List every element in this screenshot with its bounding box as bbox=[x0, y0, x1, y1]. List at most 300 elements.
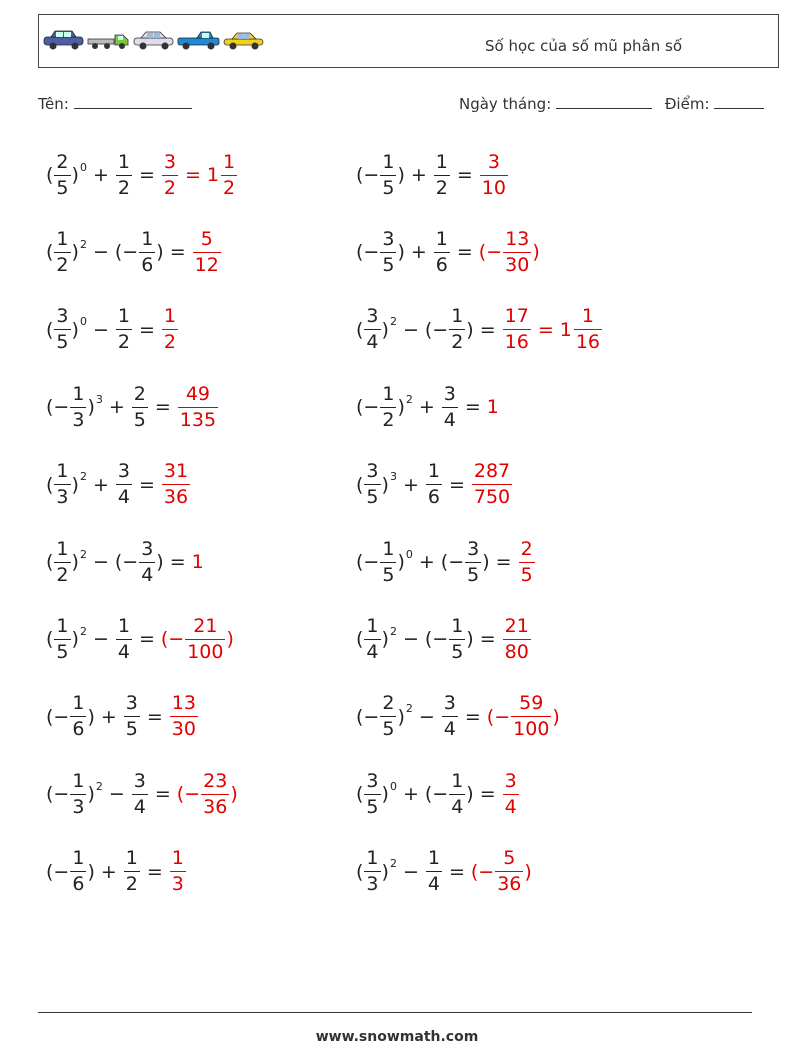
term bbox=[46, 227, 87, 276]
term bbox=[114, 227, 164, 276]
operator: − bbox=[92, 241, 109, 264]
term bbox=[424, 614, 474, 663]
car-icon bbox=[132, 29, 175, 51]
fraction bbox=[465, 537, 481, 586]
numerator: 1 bbox=[581, 305, 594, 328]
operator: − bbox=[402, 318, 419, 341]
open-paren: ( bbox=[46, 860, 54, 883]
denominator: 2 bbox=[56, 253, 69, 276]
problem-left-6 bbox=[46, 532, 204, 592]
mixed-fraction bbox=[574, 307, 602, 352]
numerator: 59 bbox=[519, 692, 544, 715]
numerator: 1 bbox=[427, 847, 440, 870]
close-paren: ) bbox=[71, 318, 79, 341]
term bbox=[123, 849, 141, 894]
denominator: 6 bbox=[141, 253, 154, 276]
numerator: 3 bbox=[366, 769, 379, 792]
fraction bbox=[380, 227, 396, 276]
fraction bbox=[132, 382, 148, 431]
open-paren: ( bbox=[46, 164, 54, 186]
minus-sign: − bbox=[448, 551, 465, 573]
term bbox=[46, 614, 87, 663]
equals-sign: = bbox=[154, 396, 171, 419]
close-paren: ) bbox=[482, 551, 490, 573]
denominator: 2 bbox=[435, 176, 448, 199]
answer-fraction bbox=[170, 694, 198, 739]
open-paren: ( bbox=[356, 396, 364, 419]
exponent: 2 bbox=[389, 857, 397, 871]
answer bbox=[161, 462, 191, 507]
term bbox=[441, 382, 459, 431]
answer bbox=[487, 694, 560, 739]
fraction bbox=[54, 150, 70, 199]
problem-left-2 bbox=[46, 222, 222, 282]
term bbox=[46, 307, 87, 352]
term bbox=[46, 462, 87, 507]
denominator: 750 bbox=[473, 486, 511, 509]
name-field bbox=[38, 94, 192, 113]
close-paren: ) bbox=[466, 783, 474, 806]
operator: + bbox=[418, 396, 435, 419]
numerator: 2 bbox=[133, 382, 146, 405]
answer bbox=[471, 462, 513, 507]
numerator: 3 bbox=[487, 150, 500, 173]
denominator: 16 bbox=[504, 331, 529, 354]
problem-left-10 bbox=[46, 842, 187, 902]
equals-sign: = bbox=[146, 705, 163, 728]
problem-left-8 bbox=[46, 687, 199, 747]
numerator: 49 bbox=[185, 382, 211, 405]
answer-fraction bbox=[503, 307, 531, 352]
problem-right-4 bbox=[356, 377, 499, 437]
denominator: 2 bbox=[222, 176, 236, 199]
minus-sign: − bbox=[478, 860, 495, 883]
numerator: 3 bbox=[382, 227, 395, 250]
fraction bbox=[449, 614, 465, 663]
exponent: 0 bbox=[79, 315, 87, 329]
denominator: 5 bbox=[133, 408, 146, 431]
numerator: 3 bbox=[141, 537, 154, 560]
fraction bbox=[380, 150, 396, 199]
operator: − bbox=[92, 628, 109, 651]
open-paren: ( bbox=[46, 628, 54, 651]
car-icon bbox=[42, 29, 85, 51]
answer-fraction bbox=[178, 382, 218, 431]
open-paren: ( bbox=[46, 318, 54, 341]
problem-left-7 bbox=[46, 609, 234, 669]
answer bbox=[502, 614, 532, 663]
operator: + bbox=[402, 783, 419, 806]
problem-left-1 bbox=[46, 145, 238, 205]
minus-sign: − bbox=[122, 551, 139, 573]
problem-right-10 bbox=[356, 842, 532, 902]
denominator: 4 bbox=[141, 563, 154, 586]
open-paren: ( bbox=[356, 318, 364, 341]
answer-fraction bbox=[193, 227, 221, 276]
operator: − bbox=[92, 551, 109, 573]
term bbox=[46, 537, 87, 586]
numerator: 21 bbox=[193, 614, 218, 637]
answer bbox=[502, 769, 520, 818]
numerator: 3 bbox=[443, 382, 456, 405]
denominator: 5 bbox=[382, 176, 395, 199]
open-paren: ( bbox=[176, 783, 185, 806]
equals-sign: = bbox=[464, 396, 481, 419]
denominator: 2 bbox=[163, 331, 176, 354]
open-paren: ( bbox=[424, 783, 433, 806]
term bbox=[46, 694, 95, 739]
numerator: 23 bbox=[203, 769, 228, 792]
problem-right-8 bbox=[356, 687, 560, 747]
denominator: 2 bbox=[56, 563, 69, 586]
term bbox=[131, 382, 149, 431]
open-paren: ( bbox=[114, 241, 123, 264]
fraction bbox=[116, 462, 132, 507]
numerator: 1 bbox=[125, 847, 138, 870]
denominator: 5 bbox=[382, 718, 395, 741]
answer bbox=[478, 227, 540, 276]
exponent: 2 bbox=[389, 624, 397, 638]
answer-fraction bbox=[472, 462, 512, 507]
open-paren: ( bbox=[356, 860, 364, 883]
minus-sign: − bbox=[363, 396, 380, 419]
fraction bbox=[70, 849, 86, 894]
truck-icon bbox=[87, 29, 130, 51]
numerator: 1 bbox=[435, 150, 448, 173]
numerator: 1 bbox=[451, 769, 464, 792]
denominator: 100 bbox=[187, 640, 224, 663]
fraction bbox=[380, 694, 396, 739]
answer-fraction bbox=[519, 537, 535, 586]
answer bbox=[192, 551, 204, 573]
open-paren: ( bbox=[356, 473, 364, 496]
equals-sign: = bbox=[169, 241, 186, 264]
numerator: 13 bbox=[505, 227, 530, 250]
fraction bbox=[426, 849, 442, 894]
term bbox=[356, 537, 413, 586]
denominator: 4 bbox=[366, 640, 379, 663]
numerator: 1 bbox=[366, 614, 379, 637]
denominator: 6 bbox=[435, 253, 448, 276]
open-paren: ( bbox=[46, 783, 54, 806]
equals-sign: = bbox=[448, 473, 465, 496]
numerator: 13 bbox=[171, 692, 196, 715]
denominator: 5 bbox=[467, 563, 480, 586]
fraction bbox=[442, 382, 458, 431]
equals-sign: = bbox=[184, 164, 201, 186]
term bbox=[356, 769, 397, 818]
term bbox=[356, 307, 397, 352]
denominator: 4 bbox=[451, 795, 464, 818]
open-paren: ( bbox=[114, 551, 123, 573]
term bbox=[440, 537, 490, 586]
numerator: 3 bbox=[56, 305, 69, 328]
equals-sign: = bbox=[479, 628, 496, 651]
denominator: 2 bbox=[163, 176, 176, 199]
numerator: 1 bbox=[451, 614, 464, 637]
open-paren: ( bbox=[424, 628, 433, 651]
close-paren: ) bbox=[71, 164, 79, 186]
denominator: 30 bbox=[505, 253, 530, 276]
exponent: 2 bbox=[79, 237, 87, 251]
date-blank[interactable] bbox=[556, 94, 652, 109]
numerator: 1 bbox=[163, 305, 176, 328]
term bbox=[425, 307, 474, 352]
numerator: 1 bbox=[72, 692, 85, 715]
denominator: 3 bbox=[366, 873, 379, 896]
equals-sign: = bbox=[138, 318, 155, 341]
equals-sign: = bbox=[479, 783, 496, 806]
problem-left-9 bbox=[46, 764, 238, 824]
denominator: 12 bbox=[194, 253, 219, 276]
term bbox=[441, 694, 459, 739]
problem-right-9 bbox=[356, 764, 520, 824]
date-label: Ngày tháng: bbox=[459, 95, 552, 113]
denominator: 5 bbox=[56, 640, 69, 663]
fraction bbox=[449, 307, 465, 352]
denominator: 4 bbox=[443, 718, 456, 741]
denominator: 2 bbox=[117, 176, 130, 199]
numerator: 1 bbox=[171, 847, 184, 870]
fraction bbox=[70, 694, 86, 739]
answer-fraction bbox=[201, 769, 229, 818]
worksheet-title: Số học của số mũ phân số bbox=[485, 37, 683, 55]
numerator: 1 bbox=[382, 537, 395, 560]
numerator: 1 bbox=[117, 614, 130, 637]
denominator: 16 bbox=[575, 331, 601, 354]
date-score-field bbox=[459, 94, 764, 113]
answer-fraction bbox=[511, 694, 551, 739]
footer-divider bbox=[38, 1012, 752, 1013]
answer bbox=[471, 849, 532, 894]
exponent: 2 bbox=[95, 779, 103, 793]
open-paren: ( bbox=[424, 318, 433, 341]
equals-sign: = bbox=[456, 241, 473, 264]
car-icons bbox=[42, 29, 265, 53]
fraction bbox=[426, 462, 442, 507]
fraction bbox=[364, 769, 380, 818]
equals-sign: = bbox=[456, 164, 473, 186]
operator: − bbox=[418, 705, 435, 728]
close-paren: ) bbox=[397, 705, 405, 728]
close-paren: ) bbox=[524, 860, 532, 883]
term bbox=[114, 537, 164, 586]
open-paren: ( bbox=[46, 241, 54, 264]
fraction bbox=[434, 150, 450, 199]
answer-fraction bbox=[162, 462, 190, 507]
denominator: 4 bbox=[443, 408, 456, 431]
denominator: 6 bbox=[72, 873, 85, 896]
mixed-whole: 1 bbox=[206, 164, 219, 186]
minus-sign: − bbox=[432, 628, 449, 651]
denominator: 6 bbox=[427, 486, 440, 509]
numerator: 1 bbox=[427, 460, 440, 483]
term bbox=[115, 307, 133, 352]
open-paren: ( bbox=[440, 551, 449, 573]
numerator: 287 bbox=[473, 460, 511, 483]
close-paren: ) bbox=[466, 318, 474, 341]
answer-fraction bbox=[162, 307, 178, 352]
problem-right-5 bbox=[356, 455, 513, 515]
equals-sign: = bbox=[138, 473, 155, 496]
close-paren: ) bbox=[381, 860, 389, 883]
numerator: 3 bbox=[467, 537, 480, 560]
minus-sign: − bbox=[486, 241, 503, 264]
denominator: 5 bbox=[382, 253, 395, 276]
denominator: 6 bbox=[72, 718, 85, 741]
exponent: 0 bbox=[405, 547, 413, 561]
numerator: 1 bbox=[382, 150, 395, 173]
close-paren: ) bbox=[532, 241, 540, 264]
answer bbox=[160, 614, 234, 663]
answer-fraction bbox=[170, 849, 186, 894]
problem-right-1 bbox=[356, 145, 509, 205]
close-paren: ) bbox=[87, 396, 95, 419]
denominator: 4 bbox=[504, 795, 517, 818]
term bbox=[46, 769, 103, 818]
denominator: 5 bbox=[56, 331, 69, 354]
header-box bbox=[38, 14, 779, 68]
numerator: 5 bbox=[200, 227, 213, 250]
close-paren: ) bbox=[381, 783, 389, 806]
term bbox=[356, 462, 397, 507]
open-paren: ( bbox=[46, 396, 54, 419]
numerator: 2 bbox=[382, 692, 395, 715]
numerator: 1 bbox=[366, 847, 379, 870]
answer bbox=[169, 849, 187, 894]
mixed-fraction bbox=[221, 150, 237, 199]
term bbox=[115, 462, 133, 507]
denominator: 5 bbox=[451, 640, 464, 663]
answer-integer: 1 bbox=[191, 551, 204, 573]
numerator: 1 bbox=[222, 150, 236, 173]
score-label: Điểm: bbox=[664, 95, 710, 113]
operator: + bbox=[100, 705, 117, 728]
denominator: 135 bbox=[179, 408, 217, 431]
name-blank[interactable] bbox=[74, 94, 192, 109]
numerator: 3 bbox=[117, 460, 130, 483]
term bbox=[356, 227, 405, 276]
close-paren: ) bbox=[397, 551, 405, 573]
denominator: 4 bbox=[366, 331, 379, 354]
close-paren: ) bbox=[397, 164, 405, 186]
score-blank[interactable] bbox=[714, 94, 764, 109]
numerator: 2 bbox=[56, 150, 69, 173]
minus-sign: − bbox=[168, 628, 185, 651]
close-paren: ) bbox=[87, 860, 95, 883]
equals-sign: = bbox=[495, 551, 512, 573]
fraction bbox=[380, 537, 396, 586]
fraction bbox=[70, 382, 86, 431]
numerator: 1 bbox=[117, 150, 130, 173]
close-paren: ) bbox=[71, 473, 79, 496]
term bbox=[425, 462, 443, 507]
denominator: 100 bbox=[513, 718, 550, 741]
close-paren: ) bbox=[230, 783, 238, 806]
fraction bbox=[54, 307, 70, 352]
operator: + bbox=[402, 473, 419, 496]
close-paren: ) bbox=[71, 241, 79, 264]
minus-sign: − bbox=[122, 241, 139, 264]
fraction bbox=[364, 849, 380, 894]
answer-fraction bbox=[162, 150, 178, 199]
answer bbox=[487, 396, 499, 418]
close-paren: ) bbox=[71, 551, 79, 573]
denominator: 4 bbox=[133, 795, 146, 818]
pickup-icon bbox=[177, 29, 220, 51]
problem-left-4 bbox=[46, 377, 219, 437]
denominator: 2 bbox=[125, 873, 138, 896]
problem-left-3 bbox=[46, 300, 179, 360]
numerator: 2 bbox=[520, 537, 533, 560]
numerator: 1 bbox=[141, 227, 154, 250]
fraction bbox=[124, 849, 140, 894]
numerator: 1 bbox=[72, 769, 85, 792]
numerator: 1 bbox=[117, 305, 130, 328]
fraction bbox=[54, 462, 70, 507]
fraction bbox=[116, 614, 132, 663]
numerator: 3 bbox=[504, 769, 517, 792]
answer bbox=[502, 307, 603, 352]
denominator: 5 bbox=[366, 795, 379, 818]
term bbox=[46, 849, 95, 894]
denominator: 5 bbox=[56, 176, 69, 199]
answer bbox=[479, 150, 509, 199]
term bbox=[433, 227, 451, 276]
operator: − bbox=[402, 860, 419, 883]
fraction bbox=[364, 307, 380, 352]
fraction bbox=[139, 537, 155, 586]
open-paren: ( bbox=[356, 551, 364, 573]
equals-sign: = bbox=[138, 164, 155, 186]
term bbox=[46, 150, 87, 199]
denominator: 3 bbox=[72, 408, 85, 431]
numerator: 3 bbox=[366, 460, 379, 483]
open-paren: ( bbox=[160, 628, 169, 651]
answer bbox=[192, 227, 222, 276]
denominator: 2 bbox=[451, 331, 464, 354]
close-paren: ) bbox=[397, 396, 405, 419]
denominator: 36 bbox=[497, 873, 522, 896]
minus-sign: − bbox=[432, 783, 449, 806]
numerator: 5 bbox=[503, 847, 516, 870]
minus-sign: − bbox=[363, 705, 380, 728]
open-paren: ( bbox=[486, 705, 495, 728]
numerator: 3 bbox=[366, 305, 379, 328]
term bbox=[115, 150, 133, 199]
fraction bbox=[442, 694, 458, 739]
close-paren: ) bbox=[156, 241, 164, 264]
open-paren: ( bbox=[356, 164, 364, 186]
numerator: 21 bbox=[504, 614, 529, 637]
fraction bbox=[449, 769, 465, 818]
operator: − bbox=[402, 628, 419, 651]
numerator: 1 bbox=[56, 537, 69, 560]
operator: + bbox=[92, 164, 109, 186]
fraction bbox=[139, 227, 155, 276]
denominator: 5 bbox=[382, 563, 395, 586]
denominator: 36 bbox=[203, 795, 228, 818]
minus-sign: − bbox=[363, 241, 380, 264]
numerator: 1 bbox=[56, 614, 69, 637]
problem-left-5 bbox=[46, 455, 191, 515]
denominator: 5 bbox=[125, 718, 138, 741]
exponent: 2 bbox=[79, 547, 87, 561]
denominator: 4 bbox=[117, 486, 130, 509]
open-paren: ( bbox=[356, 241, 364, 264]
minus-sign: − bbox=[494, 705, 511, 728]
fraction bbox=[364, 614, 380, 663]
